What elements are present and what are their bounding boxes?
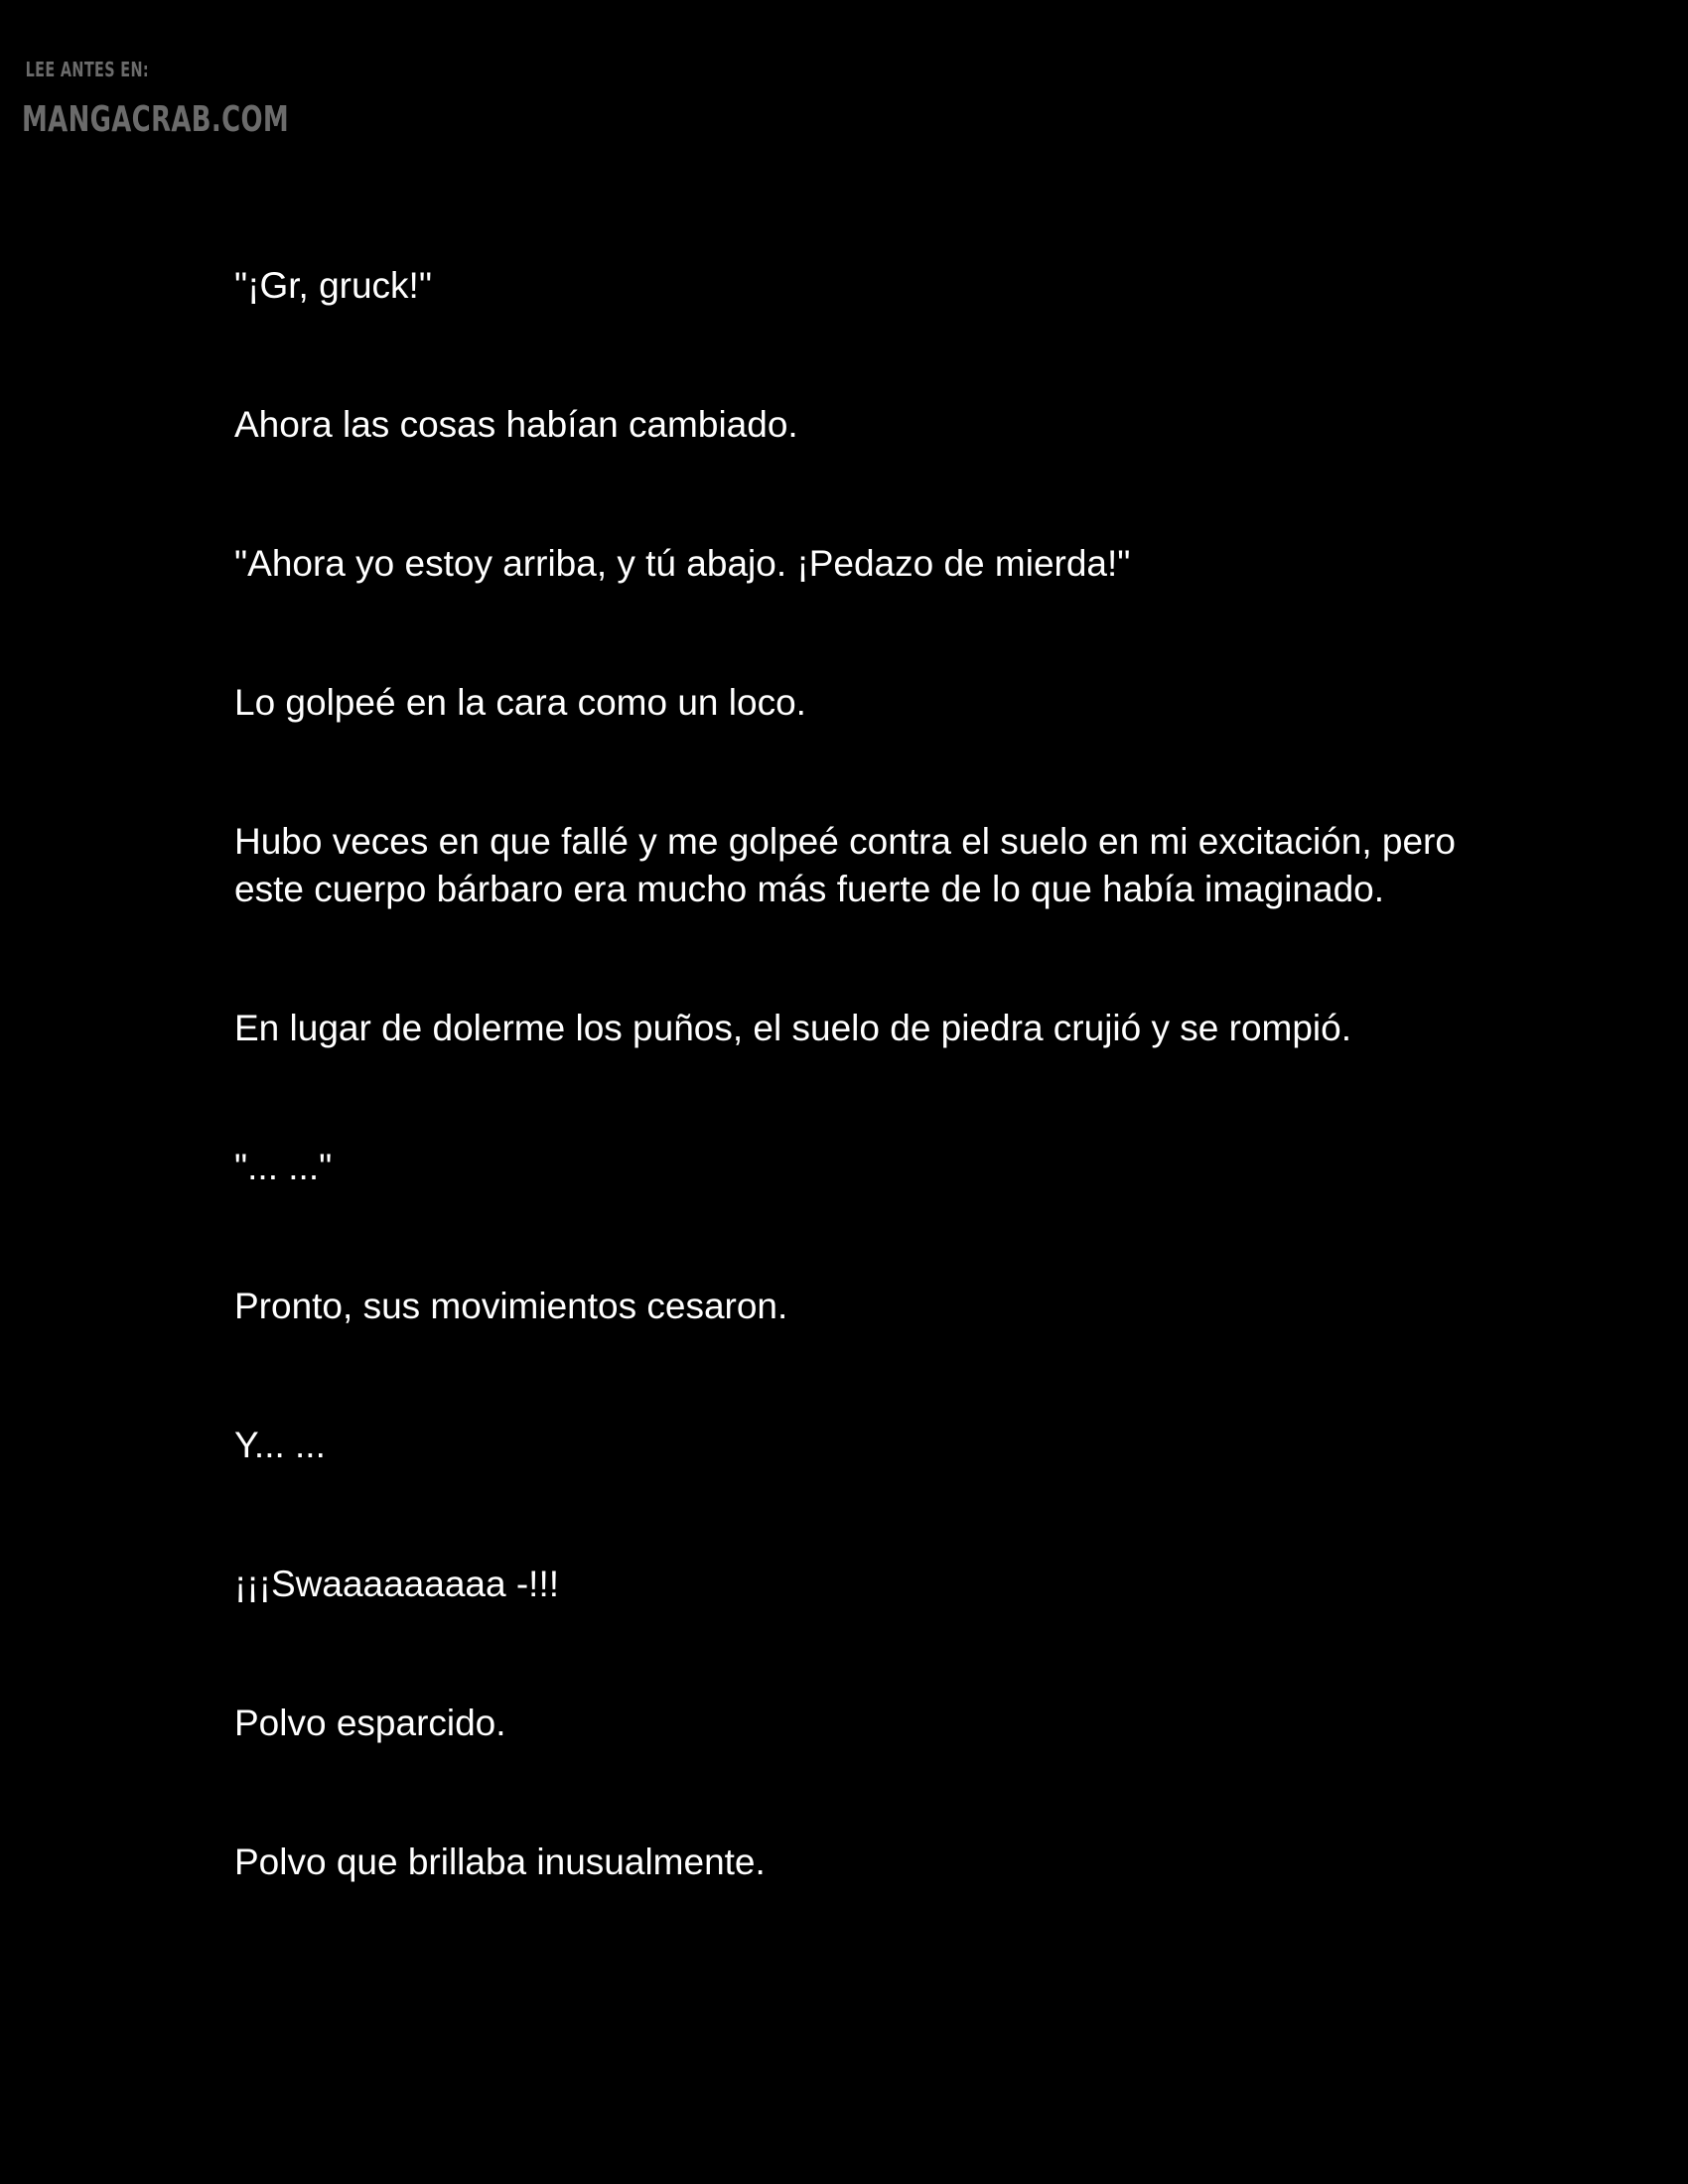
story-text [234,262,1525,1978]
watermark-site: MANGACRAB.COM [22,99,290,140]
watermark [22,58,290,141]
paragraph: Lo golpeé en la cara como un loco. [234,682,806,723]
paragraph: "Ahora yo estoy arriba, y tú abajo. ¡Pedazo de mierda!" [234,543,1131,584]
paragraph: Polvo esparcido. [234,1703,506,1743]
paragraph: Y... ... [234,1425,326,1465]
paragraph: ¡¡¡Swaaaaaaaaa -!!! [234,1564,560,1604]
paragraph: "... ..." [234,1147,333,1187]
paragraph: Pronto, sus movimientos cesaron. [234,1286,788,1326]
paragraph: Polvo que brillaba inusualmente. [234,1842,766,1882]
watermark-label: LEE ANTES EN: [25,58,150,81]
paragraph: Ahora las cosas habían cambiado. [234,404,798,445]
paragraph: Hubo veces en que fallé y me golpeé contra el suelo en mi excitación, pero este cuerpo bárbaro era mucho más fuerte de lo que había imaginado. [234,821,1456,909]
paragraph: En lugar de dolerme los puños, el suelo de piedra crujió y se rompió. [234,1008,1352,1048]
paragraph: "¡Gr, gruck!" [234,265,432,306]
